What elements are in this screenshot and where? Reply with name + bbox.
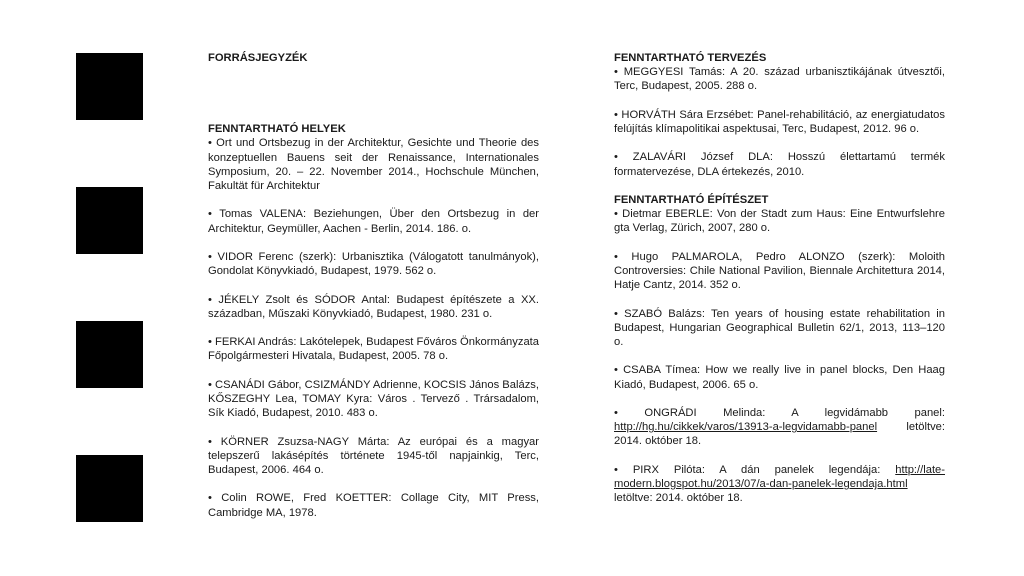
- page-title: FORRÁSJEGYZÉK: [208, 52, 308, 64]
- left-column: [208, 51, 539, 520]
- reference-item: • CSABA Tímea: How we really live in panel blocks, Den Haag Kiadó, Budapest, 2006. 65 o.: [614, 364, 945, 391]
- reference-item: • Ort und Ortsbezug in der Architektur, Gesichte und Theorie des konzeptuellen Bauens seit der Renaissance, Internationales Symposium, 20. – 22. November 2014., Hochschule München, Fakultät für Architektur: [208, 137, 539, 193]
- decorative-square-2: [76, 187, 143, 254]
- reference-item-pirx: [614, 463, 945, 506]
- section-heading-tervezes: FENNTARTHATÓ TERVEZÉS: [614, 52, 767, 64]
- reference-item: • CSANÁDI Gábor, CSIZMÁNDY Adrienne, KOCSIS János Balázs, KŐSZEGHY Lea, TOMAY Kyra: Város . Tervező . Trársadalom, Sík Kiadó, Budapest, 2010. 483 o.: [208, 378, 539, 420]
- reference-item: • JÉKELY Zsolt és SÓDOR Antal: Budapest építészete a XX. században, Műszaki Könyvkiadó, Budapest, 1980. 231 o.: [208, 293, 539, 320]
- decorative-square-4: [76, 455, 143, 522]
- reference-item: • MEGGYESI Tamás: A 20. század urbanisztikájának útvesztői, Terc, Budapest, 2005. 288 o.: [614, 66, 945, 93]
- reference-item: • Colin ROWE, Fred KOETTER: Collage City, MIT Press, Cambridge MA, 1978.: [208, 492, 539, 519]
- reference-item-ongradi: [614, 406, 945, 449]
- reference-link[interactable]: http://late-modern.blogspot.hu/2013/07/a-dan-panelek-legendaja.html: [614, 463, 945, 490]
- reference-item: • Hugo PALMAROLA, Pedro ALONZO (szerk): Moloith Controversies: Chile National Pavilion, Biennale Architettura 2014, Hatje Cantz, 2014. 352 o.: [614, 250, 945, 292]
- reference-item: • ZALAVÁRI József DLA: Hosszú élettartamú termék formatervezése, DLA értekezés, 2010.: [614, 151, 945, 178]
- reference-link[interactable]: http://hg.hu/cikkek/varos/13913-a-legvidamabb-panel: [614, 421, 878, 434]
- reference-text: • PIRX Pilóta: A dán panelek legendája:: [614, 463, 896, 476]
- reference-item: • KÖRNER Zsuzsa-NAGY Márta: Az európai és a magyar telepszerű lakásépítés története 1945-től napjainkig, Terc, Budapest, 2006. 464 o.: [208, 435, 539, 476]
- reference-item: • VIDOR Ferenc (szerk): Urbanisztika (Válogatott tanulmányok), Gondolat Könyvkiadó, Budapest, 1979. 562 o.: [208, 251, 539, 278]
- section-heading-helyek: FENNTARTHATÓ HELYEK: [208, 123, 346, 136]
- reference-text: • ONGRÁDI Melinda: A legvidámabb panel:: [614, 406, 945, 419]
- reference-text: letöltve: 2014. október 18.: [614, 492, 743, 505]
- reference-item: • Dietmar EBERLE: Von der Stadt zum Haus: Eine Entwurfslehre gta Verlag, Zürich, 2007, 280 o.: [614, 208, 945, 235]
- reference-item: • Tomas VALENA: Beziehungen, Über den Ortsbezug in der Architektur, Geymüller, Aachen - Berlin, 2014. 186. o.: [208, 208, 539, 235]
- decorative-square-3: [76, 321, 143, 388]
- decorative-square-1: [76, 53, 143, 120]
- reference-text: letöltve: 2014. október 18.: [614, 421, 945, 448]
- section-heading-epiteszet: FENNTARTHATÓ ÉPÍTÉSZET: [614, 193, 769, 206]
- reference-item: • HORVÁTH Sára Erzsébet: Panel-rehabilitáció, az energiatudatos felújítás klímapolitikai aspektusai, Terc, Budapest, 2012. 96 o.: [614, 108, 945, 135]
- right-column: [614, 51, 945, 505]
- reference-item: • FERKAI András: Lakótelepek, Budapest Főváros Önkormányzata Főpolgármesteri Hivatala, Budapest, 2005. 78 o.: [208, 336, 540, 363]
- reference-item: • SZABÓ Balázs: Ten years of housing estate rehabilitation in Budapest, Hungarian Geographical Bulletin 62/1, 2013, 113–120 o.: [614, 307, 945, 348]
